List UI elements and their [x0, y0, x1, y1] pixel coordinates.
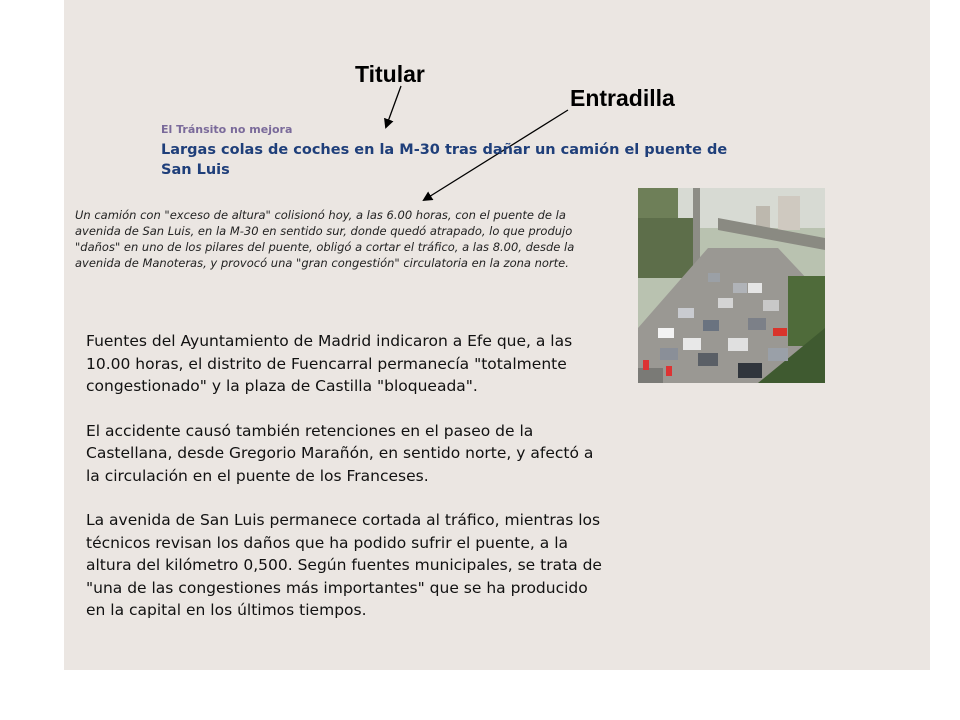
body-paragraph-1: Fuentes del Ayuntamiento de Madrid indicaron a Efe que, a las 10.00 horas, el distrito de Fuencarral permanecía "totalmente congestionado" y la plaza de Castilla "bloqueada".	[86, 332, 573, 395]
entradilla-label: Entradilla	[570, 85, 675, 111]
article-kicker: El Tránsito no mejora	[161, 123, 293, 136]
body-paragraph-2: El accidente causó también retenciones en el paseo de la Castellana, desde Gregorio Marañón, en sentido norte, y afectó a la circulación en el puente de los Franceses.	[86, 421, 594, 485]
article-headline: Largas colas de coches en la M-30 tras dañar un camión el puente de San Luis	[161, 142, 728, 178]
body-paragraph-3: La avenida de San Luis permanece cortada al tráfico, mientras los técnicos revisan los daños que ha podido sufrir el puente, a la altura del kilómetro 0,500. Según fuentes municipales, se trata de "una de las congestiones más importantes" que se ha producido en la capital en los últimos tiempos.	[86, 511, 602, 619]
article-lead: Un camión con "exceso de altura" colisionó hoy, a las 6.00 horas, con el puente de la avenida de San Luis, en la M-30 en sentido sur, donde quedó atrapado, lo que produjo "daños" en uno de los pilares del puente, obligó a cortar el tráfico, a las 8.00, desde la avenida de Manoteras, y provocó una "gran congestión" circulatoria en la zona norte.	[75, 208, 575, 270]
article-body	[86, 330, 611, 622]
titular-label: Titular	[355, 61, 425, 87]
titular-arrow-icon	[386, 86, 401, 127]
traffic-jam-photo	[638, 188, 825, 383]
